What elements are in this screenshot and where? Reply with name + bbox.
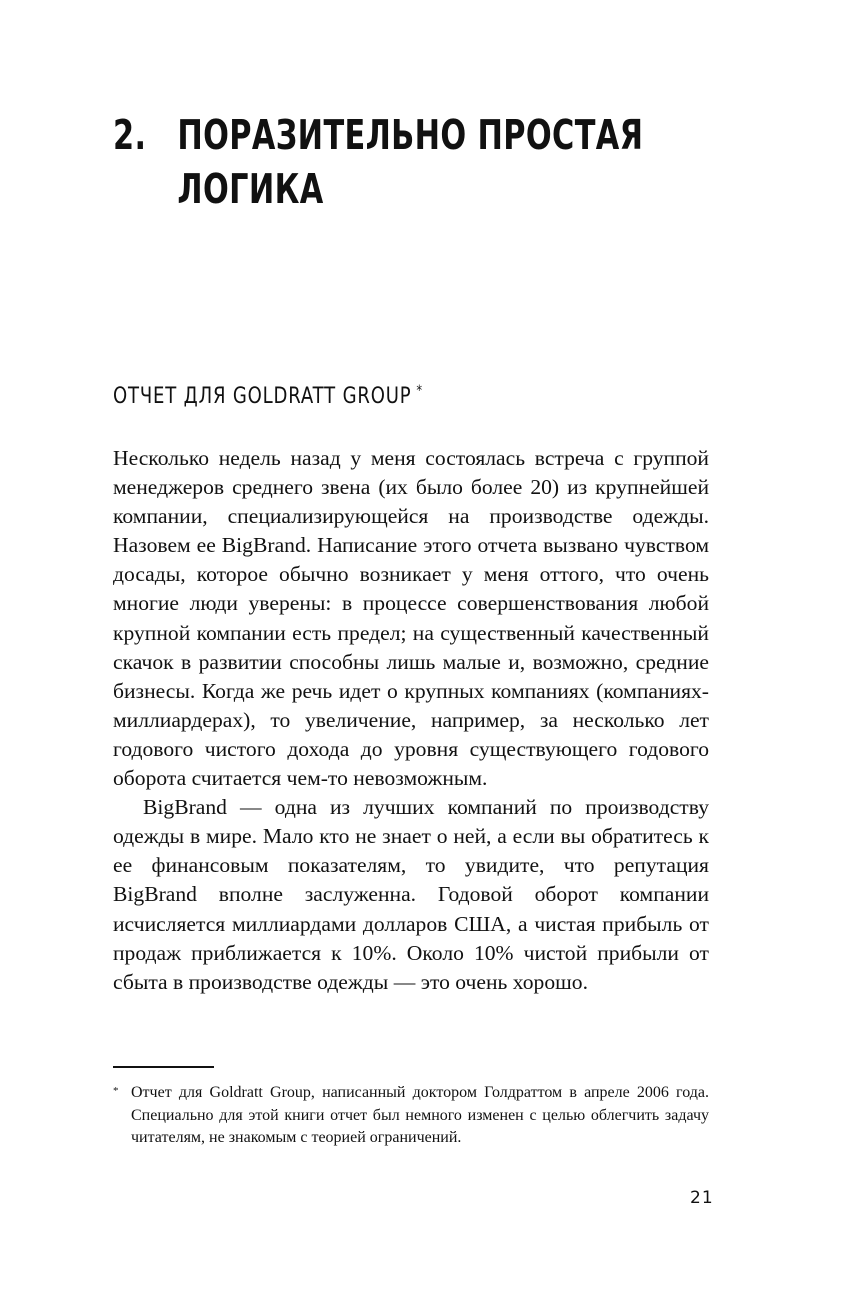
section-heading xyxy=(113,376,423,412)
chapter-title xyxy=(113,108,644,216)
chapter-title-line-1 xyxy=(113,108,644,162)
chapter-title-line-2: ЛОГИКА xyxy=(177,165,324,213)
paragraph-2: BigBrand — одна из лучших компаний по производству одежды в мире. Мало кто не знает о ней, а если вы обратитесь к ее финансовым показателям, то увидите, что репутация BigBrand вполне заслуженна. Годовой оборот компании исчисляется миллиардами долларов США, а чистая прибыль от продаж приближается к 10%. Около 10% чистой прибыли от сбыта в производстве одежды — это очень хорошо. xyxy=(113,795,709,994)
section-footnote-marker: * xyxy=(416,383,423,399)
chapter-title-text-1: ПОРАЗИТЕЛЬНО ПРОСТАЯ xyxy=(177,111,644,159)
footnote xyxy=(113,1082,709,1150)
section-heading-text: ОТЧЕТ ДЛЯ GOLDRATT GROUP xyxy=(113,384,412,409)
paragraph-1: Несколько недель назад у меня состоялась встреча с группой менеджеров среднего звена (их было более 20) из крупнейшей компании, специализирующейся на производстве одежды. Назовем ее BigBrand. Написание этого отчета вызвано чувством досады, которое обычно возникает у меня оттого, что очень многие люди уверены: в процессе совершенствования любой крупной компании есть предел; на существенный качественный скачок в развитии способны лишь малые и, возможно, средние бизнесы. Когда же речь идет о крупных компаниях (компаниях-миллиардерах), то увеличение, например, за несколько лет годового чистого дохода до уровня существующего годового оборота считается чем-то невозможным. xyxy=(113,446,709,791)
body-text xyxy=(113,444,709,997)
page-number: 21 xyxy=(690,1188,714,1208)
chapter-number: 2. xyxy=(113,111,147,159)
footnote-text: Отчет для Goldratt Group, написанный доктором Голдраттом в апреле 2006 года. Специально для этой книги отчет был немного изменен с целью облегчить задачу читателям, не знакомым с теорией ограничений. xyxy=(131,1084,709,1146)
footnote-divider xyxy=(113,1066,214,1068)
footnote-marker: * xyxy=(113,1085,119,1097)
